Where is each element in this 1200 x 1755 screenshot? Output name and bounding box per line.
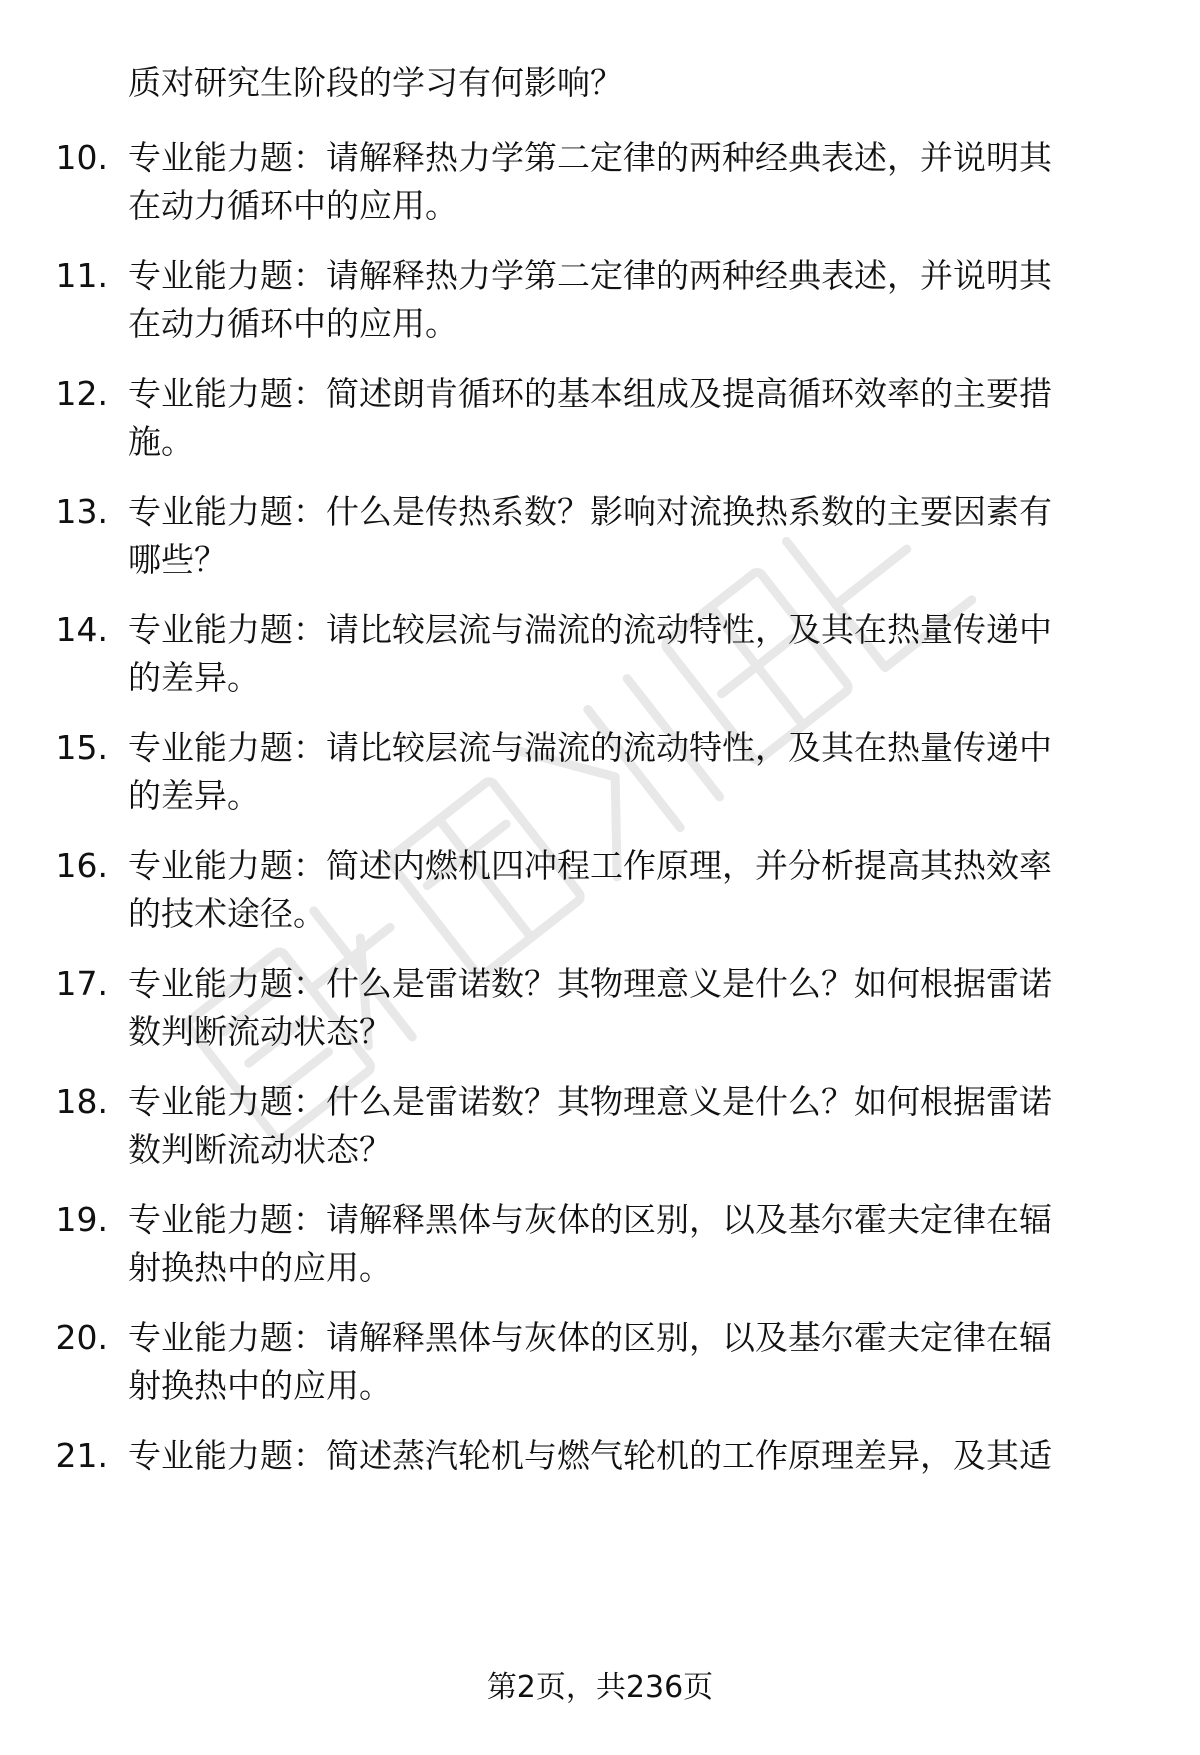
question-number: 16. [55, 846, 108, 885]
question-text-line1: 专业能力题：请比较层流与湍流的流动特性，及其在热量传递中 [128, 728, 1052, 767]
question-number: 15. [55, 728, 108, 767]
question-item-15 [0, 723, 1200, 823]
question-text-line2: 数判断流动状态？ [128, 1130, 392, 1169]
question-item-20 [0, 1313, 1200, 1413]
question-text-line1: 专业能力题：简述内燃机四冲程工作原理，并分析提高其热效率 [128, 846, 1052, 885]
question-text-line1: 专业能力题：请解释黑体与灰体的区别，以及基尔霍夫定律在辐 [128, 1200, 1052, 1239]
continuation-line: 质对研究生阶段的学习有何影响？ [128, 63, 623, 102]
question-number: 13. [55, 492, 108, 531]
question-number: 19. [55, 1200, 108, 1239]
question-text-line2: 哪些？ [128, 540, 227, 579]
question-text-line1: 专业能力题：请解释热力学第二定律的两种经典表述，并说明其 [128, 138, 1052, 177]
question-item-16 [0, 841, 1200, 941]
question-item-10 [0, 133, 1200, 233]
question-text-line1: 专业能力题：什么是雷诺数？其物理意义是什么？如何根据雷诺 [128, 964, 1052, 1003]
question-item-11 [0, 251, 1200, 351]
question-number: 17. [55, 964, 108, 1003]
question-text-line1: 专业能力题：简述朗肯循环的基本组成及提高循环效率的主要措 [128, 374, 1052, 413]
page-footer: 第2页，共236页 [486, 1670, 714, 1705]
question-text-line2: 施。 [128, 422, 194, 461]
question-text-line2: 在动力循环中的应用。 [128, 186, 458, 225]
question-number: 20. [55, 1318, 108, 1357]
question-number: 11. [55, 256, 108, 295]
question-text-line2: 射换热中的应用。 [128, 1248, 392, 1287]
question-text-line1: 专业能力题：请比较层流与湍流的流动特性，及其在热量传递中 [128, 610, 1052, 649]
question-text-line2: 在动力循环中的应用。 [128, 304, 458, 343]
question-item-14 [0, 605, 1200, 705]
question-text-line2: 数判断流动状态？ [128, 1012, 392, 1051]
question-item-17 [0, 959, 1200, 1059]
question-item-12 [0, 369, 1200, 469]
question-number: 12. [55, 374, 108, 413]
question-text-line1: 专业能力题：请解释热力学第二定律的两种经典表述，并说明其 [128, 256, 1052, 295]
question-text-line1: 专业能力题：简述蒸汽轮机与燃气轮机的工作原理差异，及其适 [128, 1436, 1052, 1475]
question-text-line2: 的技术途径。 [128, 894, 326, 933]
question-item-18 [0, 1077, 1200, 1177]
question-text-line1: 专业能力题：请解释黑体与灰体的区别，以及基尔霍夫定律在辐 [128, 1318, 1052, 1357]
question-text-line1: 专业能力题：什么是传热系数？影响对流换热系数的主要因素有 [128, 492, 1052, 531]
question-number: 21. [55, 1436, 108, 1475]
question-number: 14. [55, 610, 108, 649]
question-text-line2: 的差异。 [128, 776, 260, 815]
question-item-21 [0, 1431, 1200, 1531]
question-item-13 [0, 487, 1200, 587]
question-text-line2: 的差异。 [128, 658, 260, 697]
question-text-line2: 射换热中的应用。 [128, 1366, 392, 1405]
question-number: 10. [55, 138, 108, 177]
question-text-line1: 专业能力题：什么是雷诺数？其物理意义是什么？如何根据雷诺 [128, 1082, 1052, 1121]
question-number: 18. [55, 1082, 108, 1121]
question-item-19 [0, 1195, 1200, 1295]
